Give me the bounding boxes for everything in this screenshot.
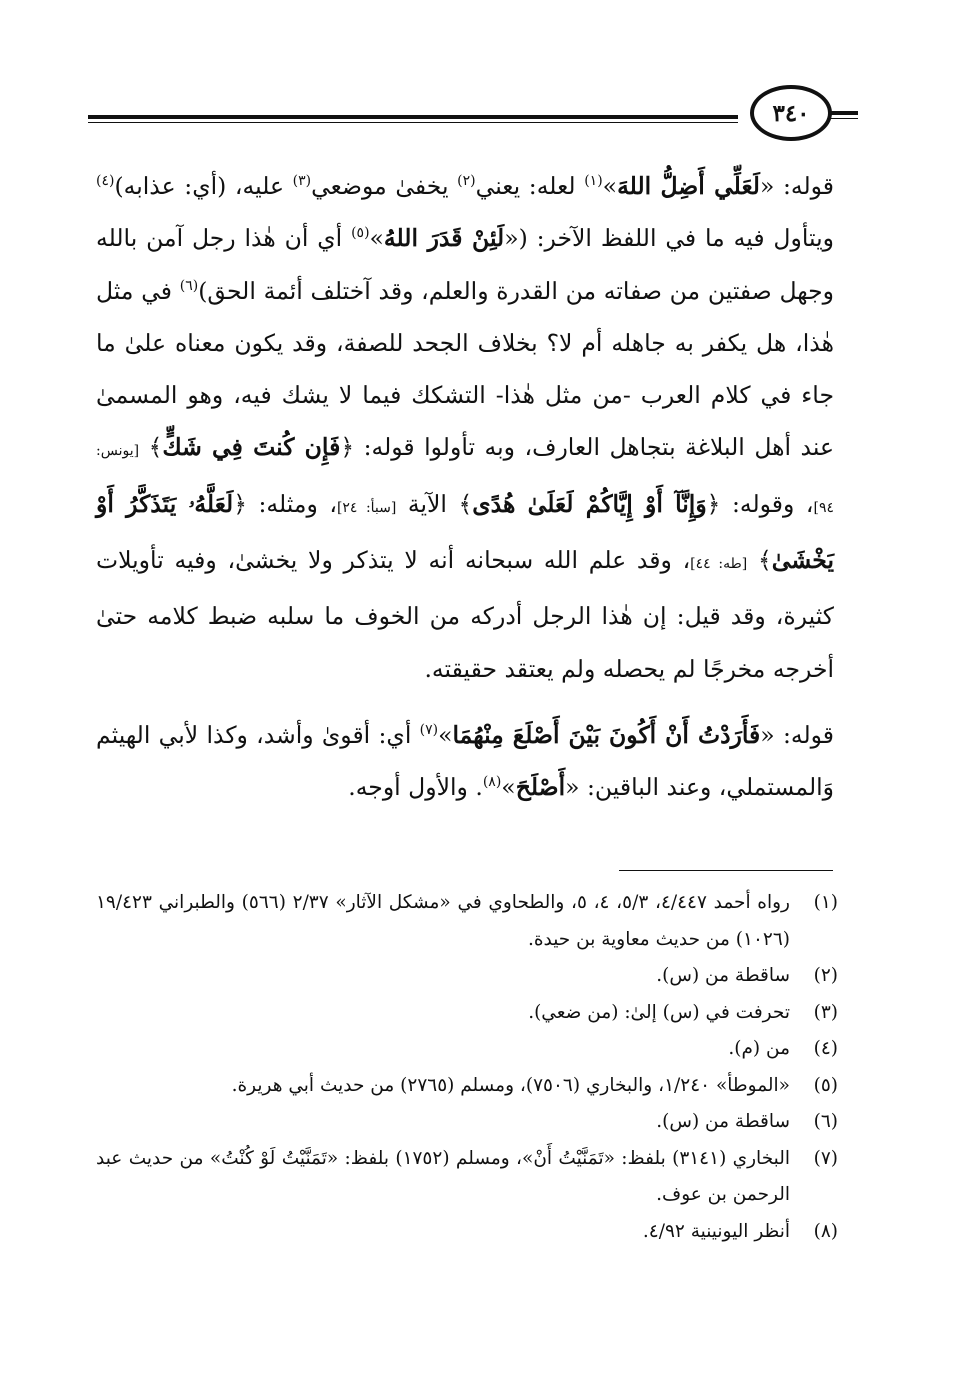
text: ويتأول فيه ما في اللفظ الآخر: (« xyxy=(504,224,834,253)
text: » xyxy=(438,720,453,749)
footnote-number: (٤) xyxy=(813,1038,838,1059)
text: لعله: يعني xyxy=(475,172,585,200)
hadith-quote: فَأَرَدْتُ أَنْ أَكُونَ بَيْنَ أَصْلَعَ مِنْهُمَا xyxy=(452,720,761,749)
text: عليه، (أي: عذابه) xyxy=(114,172,293,200)
footnote-text: ساقطة من (س). xyxy=(656,965,790,986)
footnote-marker[interactable]: (٥) xyxy=(351,225,370,242)
verse-reference: [سبأ: ٢٤] xyxy=(336,499,397,516)
footnote-text: رواه أحمد ٤/٤٤٧، ٥/٣، ٤، ٥، والطحاوي في «مشكل الآثار» ٢/٣٧ (٥٦٦) والطبراني ١٩/٤٢٣ (١٠٢٦) من حديث معاوية بن حيدة. xyxy=(96,892,790,950)
main-text xyxy=(96,160,834,814)
text: ، وقد علم الله سبحانه أنه لا يتذكر ولا يخشىٰ، وفيه تأويلات كثيرة، وقد قيل: إن هٰذا الرجل أدركه من الخوف ما سلبه ضبط كلامه حتىٰ أخرجه مخرجًا لم يحصله ولم يعتقد حقيقته. xyxy=(96,546,834,683)
footnote-number: (٧) xyxy=(813,1147,838,1169)
hadith-quote: أَصْلَحَ xyxy=(515,773,566,802)
footnote-separator xyxy=(619,870,833,871)
footnote-number: (١) xyxy=(813,892,838,913)
footnotes xyxy=(96,885,838,1250)
verse-reference: [طه: ٤٤] xyxy=(690,556,748,573)
footnote-marker[interactable]: (٣) xyxy=(292,173,312,190)
footnote-item xyxy=(96,1031,838,1068)
footnote-number: (٦) xyxy=(813,1111,838,1132)
text: ﴾ xyxy=(747,546,772,575)
hadith-quote: لَعَلِّي أَضِلُّ اللهَ xyxy=(617,172,760,200)
footnote-text: البخاري (٣١٤١) بلفظ: «تَمَنَّيْتُ أَنْ»، ومسلم (١٧٥٢) بلفظ: «تَمَنَّيْتُ لَوْ كُنْتُ» من حديث عبد الرحمن بن عوف. xyxy=(96,1147,790,1205)
footnote-marker[interactable]: (٧) xyxy=(419,722,439,739)
footnote-text: تحرفت في (س) إلىٰ: (من ضعي). xyxy=(528,1001,790,1023)
verse-reference: [يونس: ٩٤] xyxy=(96,443,834,516)
footnote-text: ساقطة من (س). xyxy=(656,1111,790,1132)
footnote-text: أنظر اليونينية ٤/٩٢. xyxy=(642,1220,790,1242)
footnote-marker[interactable]: (١) xyxy=(584,173,603,190)
paragraph-1 xyxy=(96,160,834,695)
footnote-item xyxy=(96,885,838,958)
footnote-marker[interactable]: (٢) xyxy=(457,173,476,190)
text: أي أن هٰذا رجل آمن بالله وجهل صفتين من صفاته من القدرة والعلم، وقد آختلف أئمة الحق) xyxy=(96,224,834,305)
header-rule-thin xyxy=(88,122,738,123)
footnote-marker[interactable]: (٦) xyxy=(179,277,199,294)
text: ﴾ xyxy=(139,433,163,462)
footnote-number: (٣) xyxy=(813,1001,838,1023)
footnote-marker[interactable]: (٤) xyxy=(96,173,115,190)
paragraph-2 xyxy=(96,709,834,814)
footnote-text: من (م). xyxy=(728,1038,790,1059)
footnote-item xyxy=(96,1068,838,1105)
quran-quote: وَإِنَّآ أَوْ إِيَّاكُمْ لَعَلَىٰ هُدًى xyxy=(472,489,707,518)
footnote-item xyxy=(96,1104,838,1141)
footnote-text: «الموطأ» ١/٢٤٠، والبخاري (٧٥٠٦)، ومسلم (٢٧٦٥) من حديث أبي هريرة. xyxy=(231,1074,790,1096)
text: في مثل هٰذا، هل يكفر به جاهله أم لا؟ بخلاف الجحد للصفة، وقد يكون معناه علىٰ ما جاء في كلام العرب -من مثل هٰذا- التشكك فيما لا يشك فيه، وهو المسمىٰ عند أهل البلاغة بتجاهل العارف، وبه تأولوا قوله: ﴿ xyxy=(96,276,834,462)
text: ، ومثله: ﴿ xyxy=(233,489,337,518)
text: » xyxy=(501,773,516,802)
page-number: ٣٤٠ xyxy=(750,85,832,141)
hadith-quote: لَئِنْ قَدَرَ اللهُ xyxy=(383,224,505,253)
footnote-item xyxy=(96,958,838,995)
footnote-item xyxy=(96,995,838,1032)
footnote-number: (٥) xyxy=(813,1074,838,1096)
header-rule-thick xyxy=(88,115,738,119)
footnote-item xyxy=(96,1214,838,1251)
footnote-item xyxy=(96,1141,838,1214)
text: » xyxy=(602,172,618,200)
text: يخفىٰ موضعي xyxy=(311,172,458,200)
text: ، وقوله: ﴿ xyxy=(706,489,814,518)
text: . والأول أوجه. xyxy=(348,773,483,802)
text: قوله: « xyxy=(760,720,835,749)
page-header xyxy=(88,82,858,142)
quran-quote: فَإِن كُنتَ فِي شَكٍّ xyxy=(162,433,341,462)
text: » xyxy=(369,224,384,253)
text: قوله: « xyxy=(759,172,835,200)
text: ﴾ الآية xyxy=(396,489,473,518)
footnote-marker[interactable]: (٨) xyxy=(482,774,502,791)
quran-quote: لَعَلَّهُۥ يَتَذَكَّرُ أَوْ يَخْشَىٰ xyxy=(96,489,834,575)
footnote-number: (٢) xyxy=(813,965,838,986)
text: أي: أقوىٰ وأشد، وكذا لأبي الهيثم وَالمستملي، وعند الباقين: « xyxy=(96,720,834,802)
footnote-number: (٨) xyxy=(813,1220,838,1242)
